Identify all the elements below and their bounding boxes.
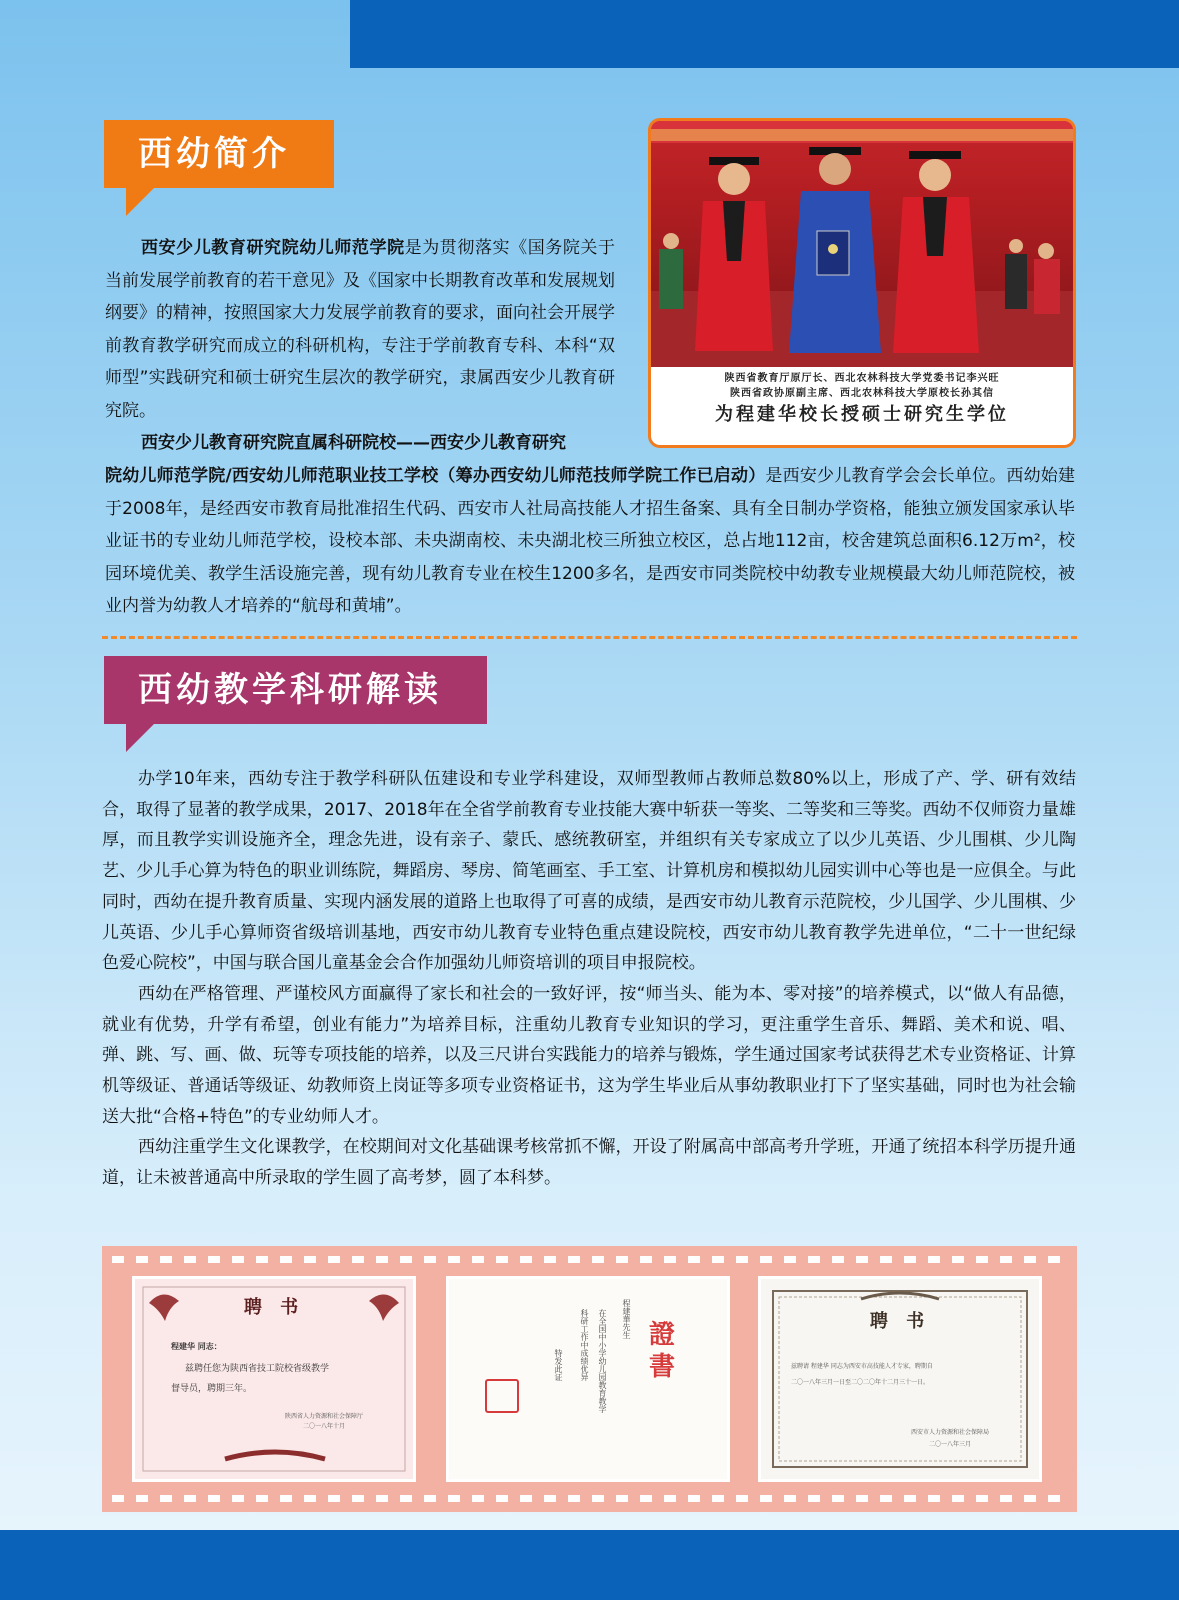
graduation-photo-card <box>648 118 1076 448</box>
intro-paragraph-2-head <box>105 427 615 460</box>
intro-paragraph-1 <box>105 232 615 427</box>
research-paragraph-1: 办学10年来，西幼专注于教学科研队伍建设和专业学科建设，双师型教师占教师总数80%以上，形成了产、学、研有效结合，取得了显著的教学成果，2017、2018年在全省学前教育专业技能大赛中斩获一等奖、二等奖和三等奖。西幼不仅师资力量雄厚，而且教学实训设施齐全，理念先进，设有亲子、蒙氏、感统教研室，并组织有关专家成立了以少儿英语、少儿围棋、少儿陶艺、少儿手心算为特色的职业训练院，舞蹈房、琴房、简笔画室、手工室、计算机房和模拟幼儿园实训中心等也是一应俱全。与此同时，西幼在提升教育质量、实现内涵发展的道路上也取得了可喜的成绩，是西安市幼儿教育示范院校，少儿国学、少儿围棋、少儿英语、少儿手心算师资省级培训基地，西安市幼儿教育专业特色重点建设院校，西安市幼儿教育教学先进单位，“二十一世纪绿色爱心院校”，中国与联合国儿童基金会合作加强幼儿师资培训的项目申报院校。 <box>102 769 1076 974</box>
certificate-2-col-2: 在全国中小学幼儿园教育教学 <box>598 1309 607 1413</box>
photo-caption <box>651 371 1073 429</box>
research-paragraph-3: 西幼注重学生文化课教学，在校期间对文化基础课考核常抓不懈，开设了附属高中部高考升学班，开通了统招本科学历提升通道，让未被普通高中所录取的学生圆了高考梦，圆了本科梦。 <box>102 1137 1076 1189</box>
photo-caption-line-2: 陕西省政协原副主席、西北农林科技大学原校长孙其信 <box>730 388 994 399</box>
certificate-1-line-1: 程建华 同志： <box>171 1342 222 1351</box>
top-banner-bar <box>350 0 1179 68</box>
film-perforations-bottom <box>112 1495 1067 1502</box>
certificate-3-line-1: 兹聘请 程建华 同志为西安市高技能人才专家，聘期自 <box>791 1363 933 1370</box>
certificate-2 <box>446 1276 730 1482</box>
certificate-2-title: 證書 <box>649 1320 676 1382</box>
section-title-intro: 西幼简介 <box>104 120 334 188</box>
certificate-3-title: 聘 书 <box>869 1311 931 1332</box>
certificate-1-date: 二〇一八年十月 <box>303 1423 346 1430</box>
film-perforations-top <box>112 1256 1067 1263</box>
section-title-research: 西幼教学科研解读 <box>104 656 487 724</box>
certificate-3-date: 二〇一八年三月 <box>929 1441 972 1448</box>
research-paragraph-2: 西幼在严格管理、严谨校风方面赢得了家长和社会的一致好评，按“师当头、能为本、零对接”的培养模式，以“做人有品德，就业有优势，升学有希望，创业有能力”为培养目标，注重幼儿教育专业知识的学习，更注重学生音乐、舞蹈、美术和说、唱、弹、跳、写、画、做、玩等专项技能的培养，以及三尺讲台实践能力的培养与锻炼，学生通过国家考试获得艺术专业资格证、计算机等级证、普通话等级证、幼教师资上岗证等多项专业资格证书，这为学生毕业后从事幼教职业打下了坚实基础，同时也为社会输送大批“合格+特色”的专业幼师人才。 <box>102 983 1076 1127</box>
intro-p2-bold-2: 院幼儿师范学院/西安幼儿师范职业技工学校（筹办西安幼儿师范技师学院工作已启动） <box>105 466 766 486</box>
intro-p1-bold: 西安少儿教育研究院幼儿师范学院 <box>141 238 405 258</box>
photo-caption-line-1: 陕西省教育厅原厅长、西北农林科技大学党委书记李兴旺 <box>724 373 1000 384</box>
intro-p2-bold-1: 西安少儿教育研究院直属科研院校——西安少儿教育研究 <box>141 433 566 453</box>
certificate-3-line-2: 二〇一八年三月一日至二〇二〇年十二月三十一日。 <box>791 1379 930 1386</box>
certificate-film-strip <box>102 1246 1077 1512</box>
certificate-1-title: 聘 书 <box>243 1297 305 1318</box>
certificate-1-line-2: 兹聘任您为陕西省技工院校省级教学 <box>185 1364 330 1374</box>
section-divider <box>102 636 1077 639</box>
research-section-text <box>102 764 1076 1194</box>
certificate-2-seal <box>485 1379 519 1413</box>
certificate-2-col-3: 科研工作中成绩优异 <box>580 1309 589 1381</box>
certificate-2-col-4: 特发此证 <box>554 1349 563 1381</box>
photo-caption-main: 为程建华校长授硕士研究生学位 <box>715 404 1009 425</box>
certificate-3-issuer: 西安市人力资源和社会保障局 <box>911 1429 990 1436</box>
certificate-1 <box>132 1276 416 1482</box>
intro-paragraph-2-body <box>105 460 1075 623</box>
graduation-photo <box>651 121 1073 367</box>
certificate-1-line-3: 督导员，聘期三年。 <box>171 1384 253 1394</box>
bottom-banner-bar <box>0 1530 1179 1600</box>
certificate-1-issuer: 陕西省人力资源和社会保障厅 <box>285 1413 364 1420</box>
intro-p2-text: 是西安少儿教育学会会长单位。西幼始建于2008年，是经西安市教育局批准招生代码、西安市人社局高技能人才招生备案、具有全日制办学资格，能独立颁发国家承认毕业证书的专业幼儿师范学校，设校本部、未央湖南校、未央湖北校三所独立校区，总占地112亩，校舍建筑总面积6.12万m²，校园环境优美、教学生活设施完善，现有幼儿教育专业在校生1200多名，是西安市同类院校中幼教专业规模最大幼儿师范院校，被业内誉为幼教人才培养的“航母和黄埔”。 <box>105 466 1075 616</box>
certificate-3 <box>758 1276 1042 1482</box>
intro-p1-text: 是为贯彻落实《国务院关于当前发展学前教育的若干意见》及《国家中长期教育改革和发展规划纲要》的精神，按照国家大力发展学前教育的要求，面向社会开展学前教育教学研究而成立的科研机构，专注于学前教育专科、本科“双师型”实践研究和硕士研究生层次的教学研究，隶属西安少儿教育研究院。 <box>105 238 616 421</box>
certificate-2-col-1: 程建華先生 <box>622 1299 631 1339</box>
